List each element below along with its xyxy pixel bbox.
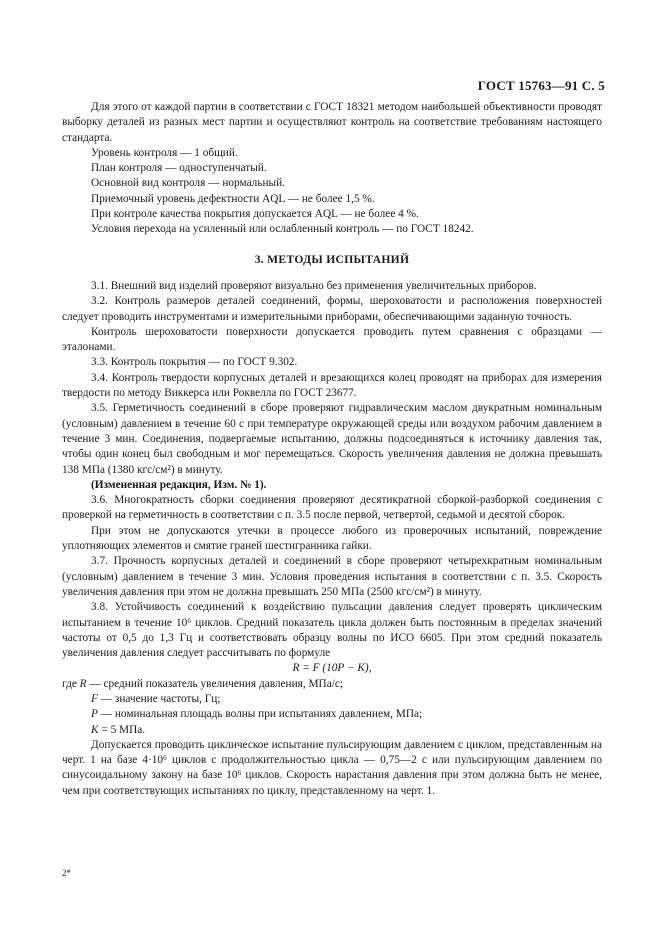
page-header: ГОСТ 15763—91 С. 5 [477, 78, 605, 93]
control-type: Основной вид контроля — нормальный. [91, 177, 285, 190]
clause-3-2-note: Контроль шероховатости поверхности допускается проводить путем сравнения с образцами — эталонами. [62, 325, 602, 354]
clause-3-4: 3.4. Контроль твердости корпусных деталей и врезающихся колец проводят на приборах для измерения твердости по методу Виккерса или Роквелла по ГОСТ 23677. [62, 371, 602, 400]
clause-3-1: 3.1. Внешний вид изделий проверяют визуально без применения увеличительных приборов. [91, 279, 537, 292]
control-plan: План контроля — одноступенчатый. [91, 162, 267, 175]
variable-symbol: R [79, 677, 87, 690]
clause-3-7: 3.7. Прочность корпусных деталей и соединений в сборе проверяют четырехкратным номинальным (условным) давлением в течение 3 мин. Условия проведения испытания в соответствии с п. 3.5. Скорость увеличения давления при этом не должна превышать 250 МПа (2500 кгс/см²) в минуту. [62, 555, 602, 598]
section-title: 3. МЕТОДЫ ИСПЫТАНИЙ [254, 252, 410, 266]
aql-level: Приемочный уровень дефектности AQL — не более 1,5 %. [91, 192, 375, 205]
where-line: F — значение частоты, Гц; [91, 692, 221, 705]
clause-3-6-note: При этом не допускаются утечки в процессе любого из проверочных испытаний, повреждение уплотняющих элементов и смятие граней шестигранника гайки. [62, 524, 602, 553]
document-body [62, 100, 602, 799]
clause-3-8-note: Допускается проводить циклическое испытание пульсирующим давлением с циклом, представленным на черт. 1 на базе 4·10⁶ циклов с продолжительностью цикла — 0,75—2 с или пульсирующим давлением по синусоидальному закону на базе 10⁶ циклов. Скорость нарастания давления при этом должна быть не менее, чем при соответствующих испытаниях по циклу, представленному на черт. 1. [62, 738, 602, 797]
where-line: P — номинальная площадь волны при испытаниях давлением, МПа; [91, 708, 423, 721]
clause-3-2: 3.2. Контроль размеров деталей соединений, формы, шероховатости и расположения поверхностей следует проводить инструментами и измерительными приборами, обеспечивающими заданную точность. [62, 295, 602, 323]
variable-symbol: F [91, 692, 98, 705]
where-line: K = 5 МПа. [91, 723, 146, 736]
formula: R = F (10P − K), [292, 662, 372, 675]
variable-symbol: P [91, 708, 98, 721]
transition-conditions: Условия перехода на усиленный или ослабленный контроль — по ГОСТ 18242. [91, 223, 474, 236]
clause-3-3: 3.3. Контроль покрытия — по ГОСТ 9.302. [91, 356, 298, 369]
clause-3-8: 3.8. Устойчивость соединений к воздействию пульсации давления следует проверять циклическим испытанием в течение 10⁶ циклов. Средний показатель цикла должен быть постоянным в пределах значений частоты от 0,5 до 1,3 Гц и соответствовать образцу волны по ИСО 6605. При этом средний показатель увеличения давления следует рассчитывать по формуле [62, 601, 602, 660]
amendment-note: (Измененная редакция, Изм. № 1). [91, 478, 267, 491]
variable-symbol: K [91, 723, 99, 736]
page-footer-mark: 2* [62, 868, 71, 878]
clause-3-6: 3.6. Многократность сборки соединения проверяют десятикратной сборкой-разборкой соединения с проверкой на герметичность в соответствии с п. 3.5 после первой, четвертой, седьмой и десятой сборок. [62, 494, 602, 522]
clause-3-5: 3.5. Герметичность соединений в сборе проверяют гидравлическим маслом двукратным номинальным (условным) давлением в течение 60 с при температуре окружающей среды или воздухом рабочим давлением в течение 3 мин. Соединения, подвергаемые испытанию, должны подсоединяться к источнику давления так, чтобы один конец был свободным и мог перемещаться. Скорость увеличения давления не должна превышать 138 МПа (1380 кгс/см²) в минуту. [62, 402, 602, 476]
coating-aql: При контроле качества покрытия допускается AQL — не более 4 %. [91, 208, 419, 221]
intro-paragraph: Для этого от каждой партии в соответствии с ГОСТ 18321 методом наибольшей объективности проводят выборку деталей из разных мест партии и осуществляют контроль на соответствие требованиям настоящего стандарта. [62, 101, 602, 144]
where-line: где R — средний показатель увеличения давления, МПа/с; [62, 677, 343, 690]
control-level: Уровень контроля — 1 общий. [91, 146, 238, 159]
